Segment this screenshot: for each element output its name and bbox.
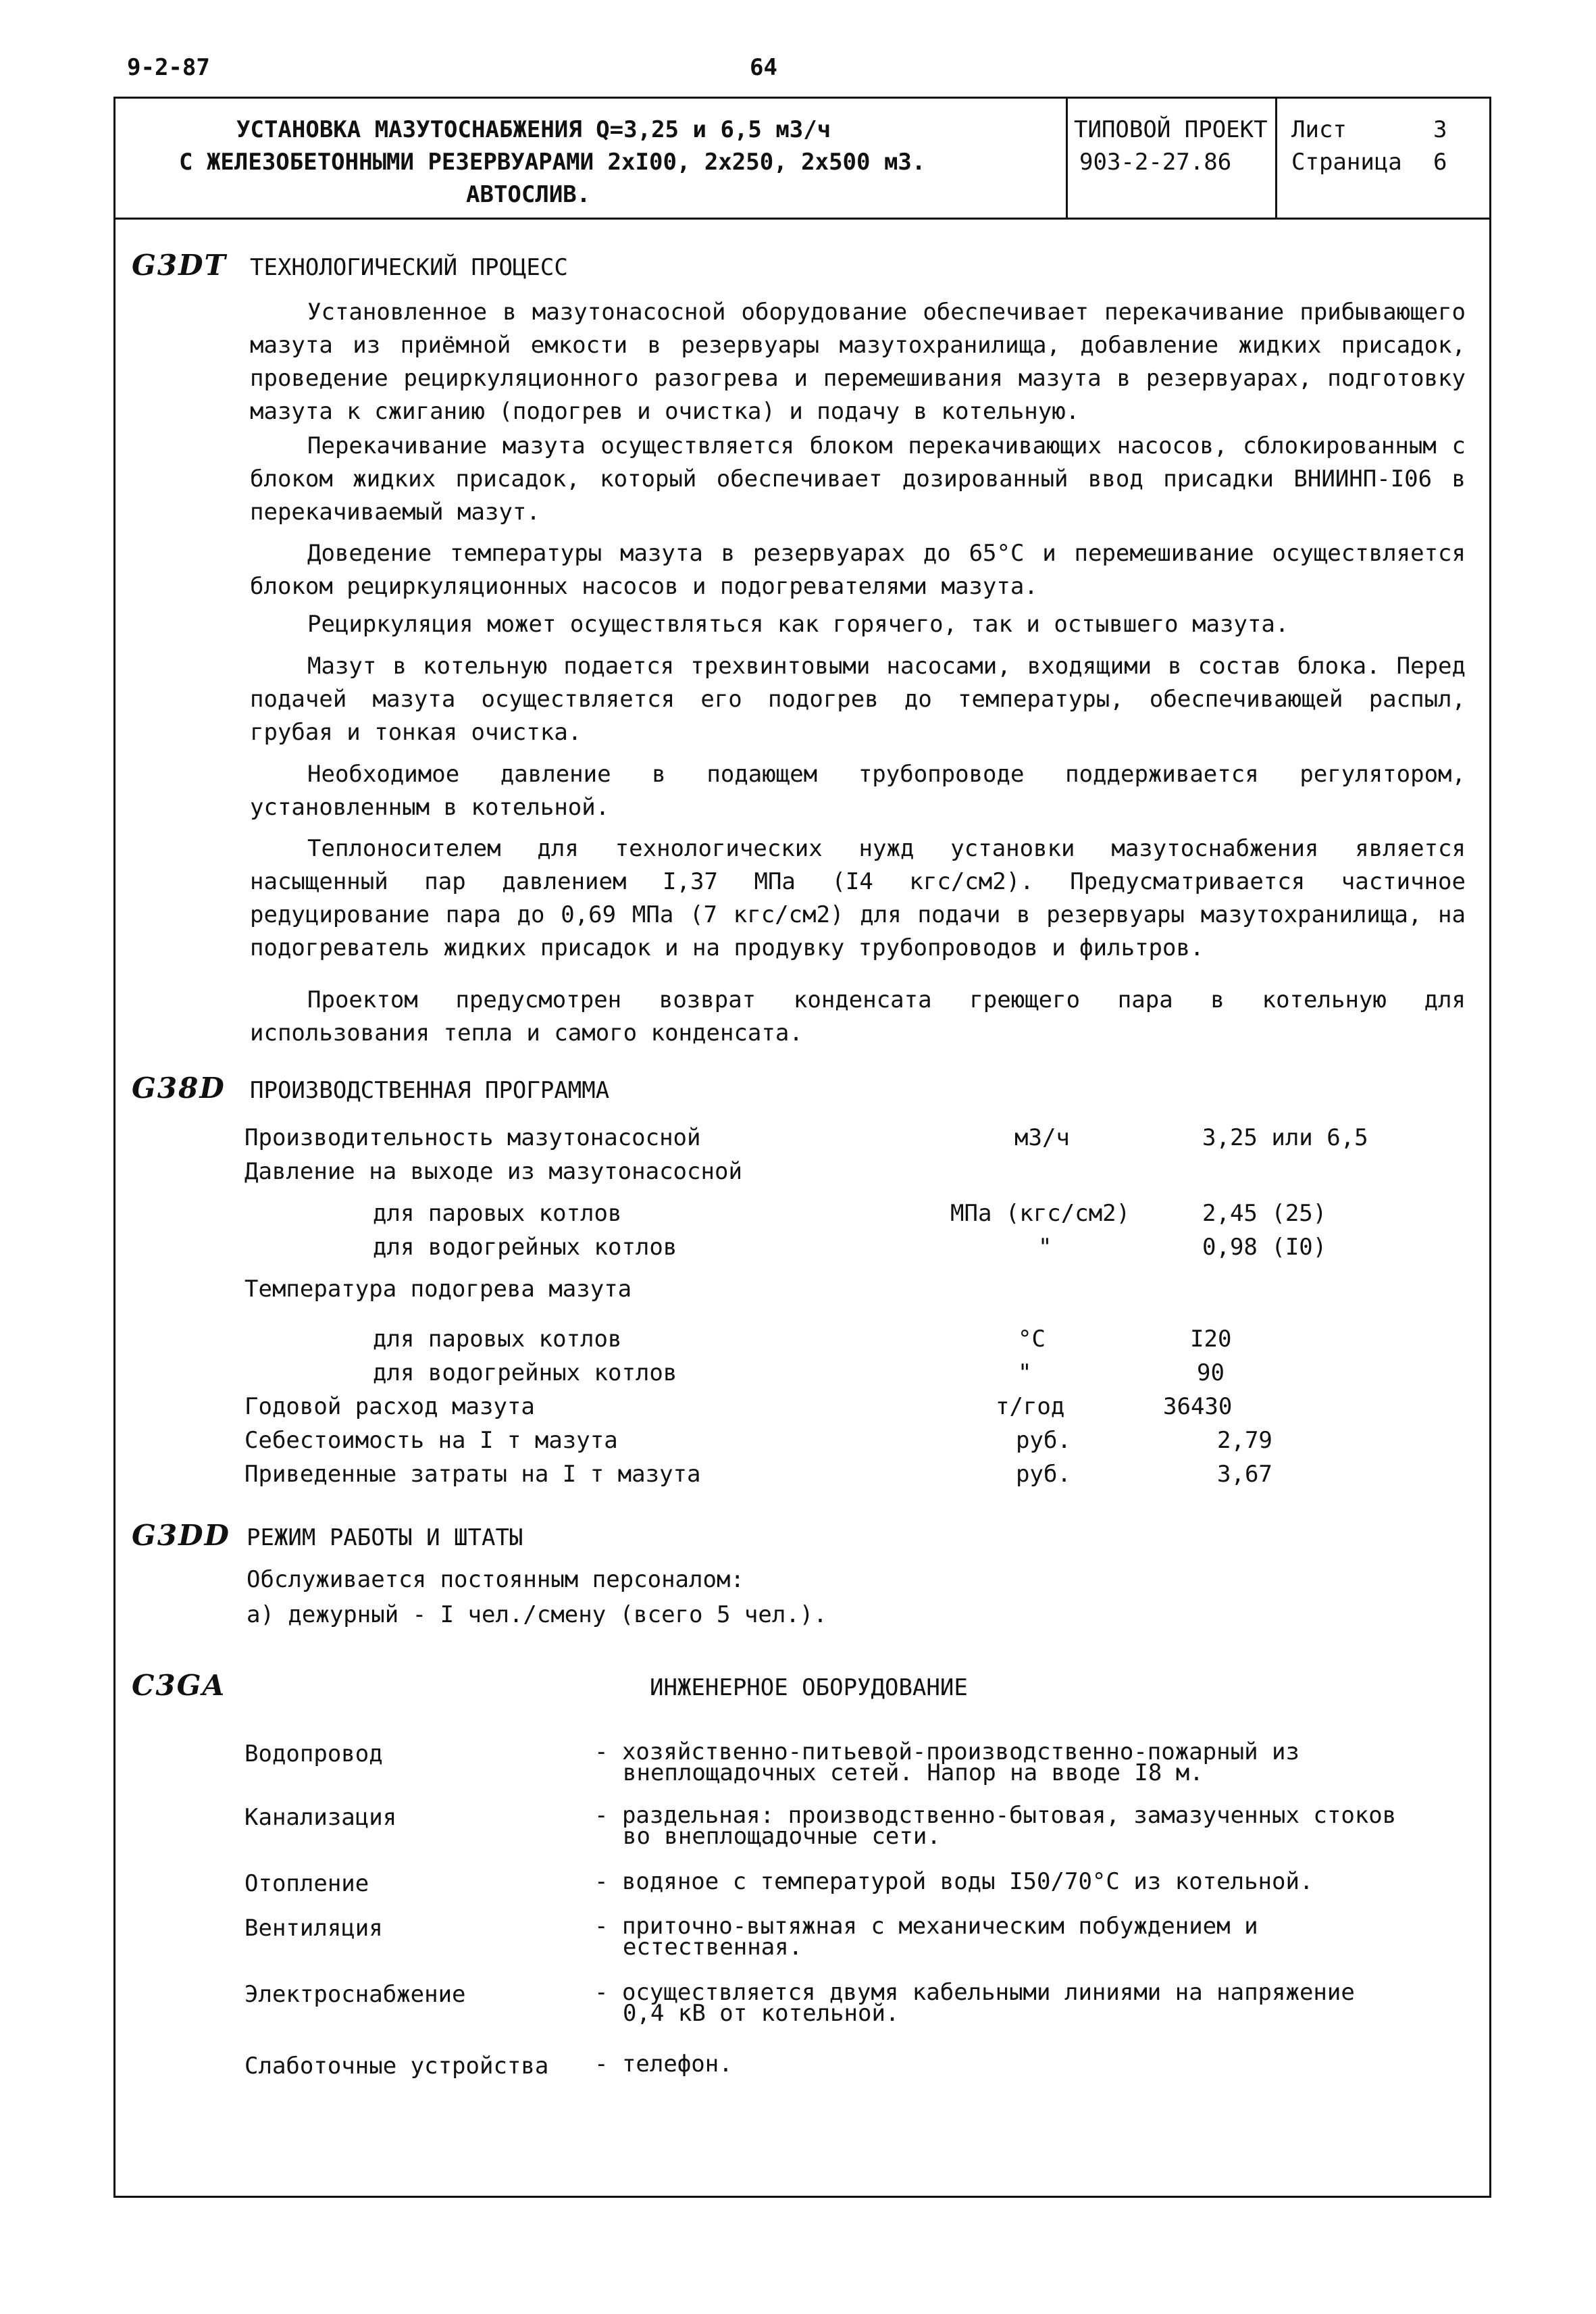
- program-row-label: для паровых котлов: [373, 1200, 622, 1227]
- program-row-label: Температура подогрева мазута: [244, 1276, 632, 1303]
- header-vline-1: [1066, 97, 1068, 218]
- process-paragraph-7: Теплоносителем для технологических нужд установки мазутоснабжения является насыщенный пар давлением I,37 МПа (I4 кгс/см2). Предусматривается частичное редуцирование пара до 0,69 МПа (7 кгс/см2) для подачи в резервуары мазутохранилища, на подогреватель жидких присадок и на продувку трубопроводов и фильтров.: [250, 835, 1466, 961]
- program-row-unit: руб.: [1016, 1427, 1071, 1454]
- program-row-unit: м3/ч: [1014, 1124, 1070, 1151]
- engineering-item-desc: - водяное с температурой воды I50/70°С из котельной.: [594, 1868, 1314, 1895]
- process-paragraph-6: Необходимое давление в подающем трубопроводе поддерживается регулятором, установленным в котельной.: [250, 761, 1466, 821]
- engineering-item-desc: - хозяйственно-питьевой-производственно-пожарный из: [594, 1738, 1299, 1765]
- page-number: 64: [750, 54, 777, 81]
- project-label: ТИПОВОЙ ПРОЕКТ: [1074, 116, 1268, 143]
- program-row-unit: ": [1038, 1234, 1052, 1261]
- section-heading-process: ТЕХНОЛОГИЧЕСКИЙ ПРОЦЕСС: [250, 254, 568, 281]
- section-code-engineering: C3GA: [132, 1669, 226, 1702]
- process-paragraph-5: Мазут в котельную подается трехвинтовыми насосами, входящими в состав блока. Перед подачей мазута осуществляется его подогрев до температуры, обеспечивающей распыл, грубая и тонкая очистка.: [250, 653, 1466, 746]
- engineering-item-desc: - осуществляется двумя кабельными линиями на напряжение: [594, 1979, 1355, 2006]
- program-row-unit: ": [1018, 1359, 1032, 1386]
- engineering-item-name: Отопление: [244, 1870, 369, 1897]
- engineering-item-desc-cont: во внеплощадочные сети.: [623, 1823, 941, 1850]
- sheet-value: 3: [1433, 116, 1447, 143]
- section-code-staff: G3DD: [132, 1519, 230, 1552]
- engineering-item-name: Канализация: [244, 1804, 397, 1831]
- engineering-item-desc-cont: 0,4 кВ от котельной.: [623, 2000, 900, 2027]
- section-heading-staff: РЕЖИМ РАБОТЫ И ШТАТЫ: [247, 1524, 523, 1551]
- title-line-1: УСТАНОВКА МАЗУТОСНАБЖЕНИЯ Q=3,25 и 6,5 м3/ч: [236, 116, 831, 143]
- program-row-label: Производительность мазутонасосной: [244, 1124, 701, 1151]
- process-paragraph-3: Доведение температуры мазута в резервуарах до 65°С и перемешивание осуществляется блоком рециркуляционных насосов и подогревателями мазута.: [250, 540, 1466, 600]
- section-code-process: G3DT: [132, 249, 227, 282]
- program-row-value: 3,67: [1217, 1461, 1272, 1488]
- header-divider: [113, 218, 1491, 220]
- staff-line-1: Обслуживается постоянным персоналом:: [247, 1566, 744, 1593]
- header-vline-2: [1275, 97, 1277, 218]
- engineering-item-name: Электроснабжение: [244, 1981, 466, 2008]
- program-row-label: для водогрейных котлов: [373, 1234, 677, 1261]
- engineering-item-desc-cont: внеплощадочных сетей. Напор на вводе I8 м.: [623, 1759, 1204, 1786]
- program-row-value: 2,79: [1217, 1427, 1272, 1454]
- page-value: 6: [1433, 149, 1447, 176]
- section-heading-engineering: ИНЖЕНЕРНОЕ ОБОРУДОВАНИЕ: [650, 1674, 968, 1701]
- program-row-value: 3,25 или 6,5: [1202, 1124, 1368, 1151]
- program-row-value: 0,98 (I0): [1202, 1234, 1327, 1261]
- engineering-item-desc: - раздельная: производственно-бытовая, замазученных стоков: [594, 1802, 1397, 1829]
- program-row-unit: руб.: [1016, 1461, 1071, 1488]
- sheet-label: Лист: [1291, 116, 1347, 143]
- staff-line-2: а) дежурный - I чел./смену (всего 5 чел.).: [247, 1601, 827, 1628]
- title-line-2: С ЖЕЛЕЗОБЕТОННЫМИ РЕЗЕРВУАРАМИ 2хI00, 2х250, 2х500 м3.: [179, 149, 926, 176]
- program-row-label: для паровых котлов: [373, 1326, 622, 1353]
- program-row-value: 90: [1197, 1359, 1225, 1386]
- program-row-unit: МПа (кгс/см2): [950, 1200, 1131, 1227]
- program-row-value: I20: [1190, 1326, 1232, 1353]
- engineering-item-desc: - приточно-вытяжная с механическим побуждением и: [594, 1913, 1258, 1940]
- program-row-value: 36430: [1163, 1393, 1233, 1420]
- program-row-unit: т/год: [996, 1393, 1065, 1420]
- process-paragraph-1: Установленное в мазутонасосной оборудование обеспечивает перекачивание прибывающего мазута из приёмной емкости в резервуары мазутохранилища, добавление жидких присадок, проведение рециркуляционного разогрева и перемешивания мазута в резервуарах, подготовку мазута к сжиганию (подогрев и очистка) и подачу в котельную.: [250, 299, 1466, 425]
- program-row-label: для водогрейных котлов: [373, 1359, 677, 1386]
- section-heading-program: ПРОИЗВОДСТВЕННАЯ ПРОГРАММА: [250, 1077, 610, 1104]
- engineering-item-name: Водопровод: [244, 1740, 383, 1767]
- engineering-item-desc-cont: естественная.: [623, 1934, 803, 1961]
- section-code-program: G38D: [132, 1072, 226, 1105]
- program-row-value: 2,45 (25): [1202, 1200, 1327, 1227]
- program-row-label: Давление на выходе из мазутонасосной: [244, 1158, 742, 1185]
- title-line-3: АВТОСЛИВ.: [466, 181, 591, 208]
- engineering-item-name: Вентиляция: [244, 1915, 383, 1942]
- program-row-label: Годовой расход мазута: [244, 1393, 535, 1420]
- program-row-label: Приведенные затраты на I т мазута: [244, 1461, 701, 1488]
- process-paragraph-2: Перекачивание мазута осуществляется блоком перекачивающих насосов, сблокированным с блоком жидких присадок, который обеспечивает дозированный ввод присадки ВНИИНП-I06 в перекачиваемый мазут.: [250, 432, 1466, 526]
- program-row-label: Себестоимость на I т мазута: [244, 1427, 618, 1454]
- engineering-item-desc: - телефон.: [594, 2051, 733, 2078]
- page-label: Страница: [1291, 149, 1402, 176]
- engineering-item-name: Слаботочные устройства: [244, 2053, 549, 2080]
- process-paragraph-4: Рециркуляция может осуществляться как горячего, так и остывшего мазута.: [307, 611, 1289, 638]
- process-paragraph-8: Проектом предусмотрен возврат конденсата греющего пара в котельную для использования тепла и самого конденсата.: [250, 986, 1466, 1047]
- program-row-unit: °С: [1018, 1326, 1046, 1353]
- corner-code: 9-2-87: [127, 54, 210, 81]
- project-number: 903-2-27.86: [1079, 149, 1232, 176]
